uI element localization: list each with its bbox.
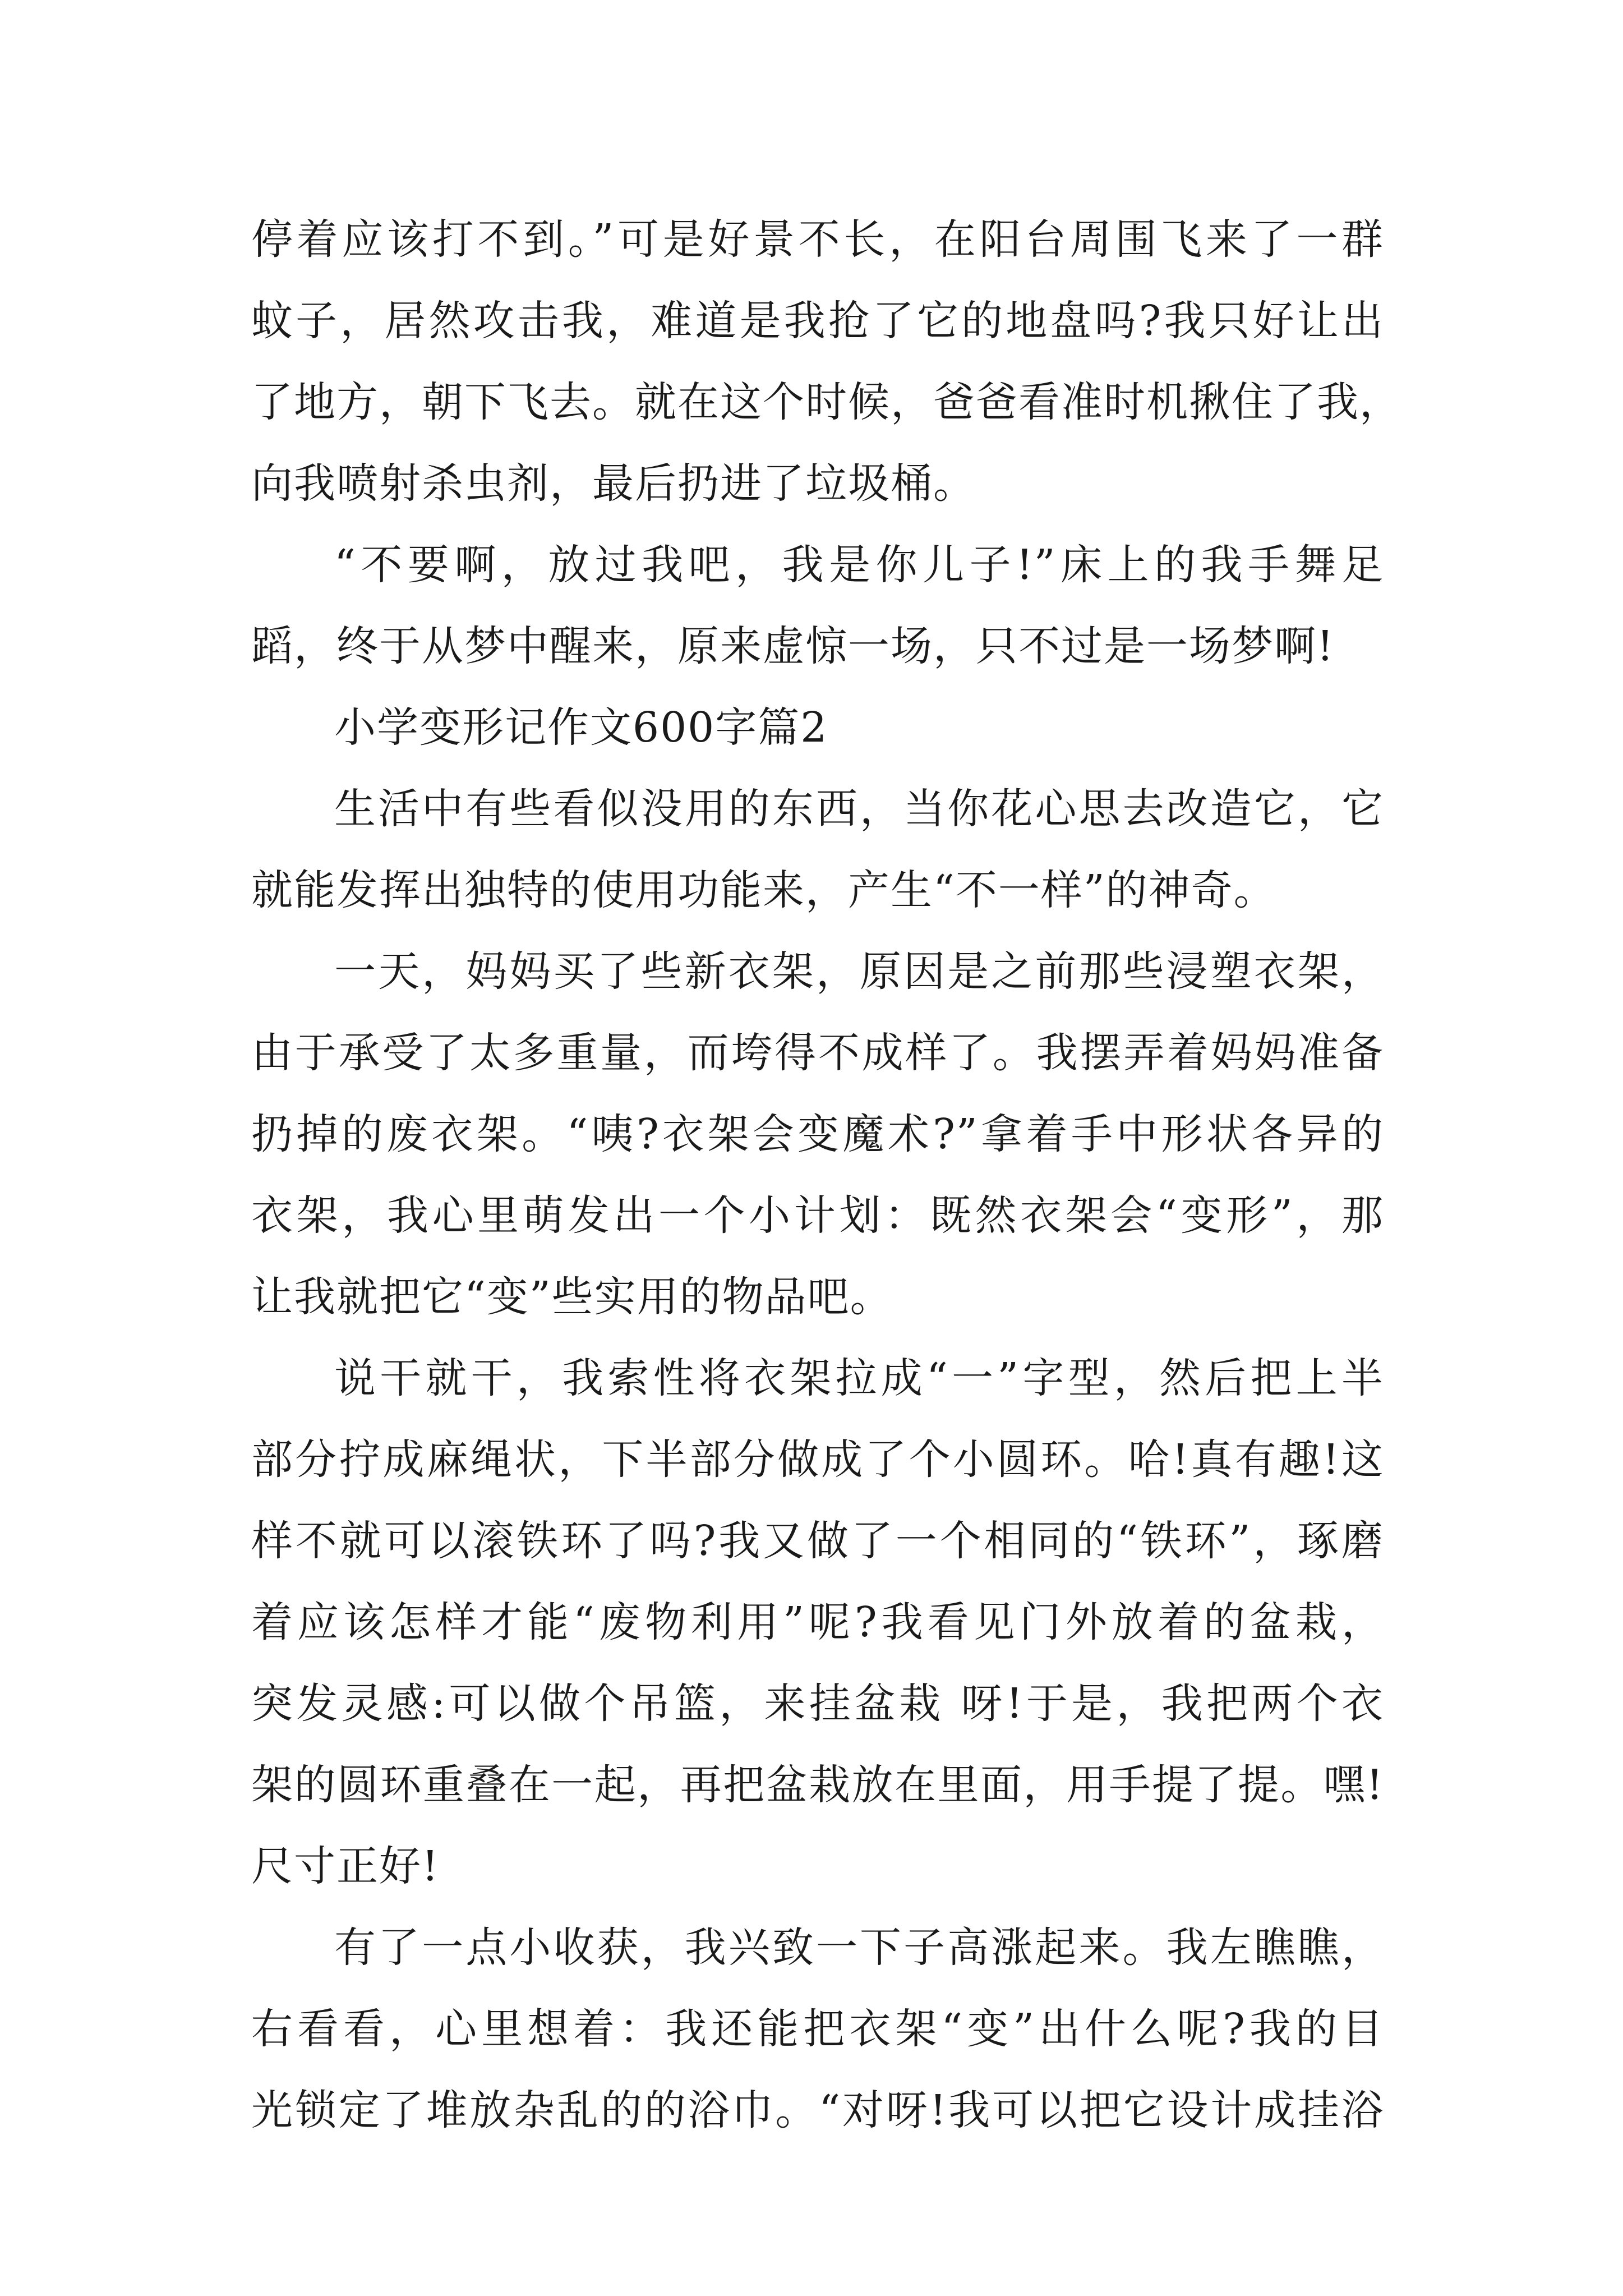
document-body [251,199,1402,2151]
text-line: 有了一点小收获，我兴致一下子高涨起来。我左瞧瞧， [334,1924,1384,1972]
text-line: 着应该怎样才能“废物利用”呢?我看见门外放着的盆栽， [251,1598,1384,1646]
text-line: 突发灵感:可以做个吊篮，来挂盆栽 呀!于是，我把两个衣 [251,1680,1384,1728]
text-line: 蹈，终于从梦中醒来，原来虚惊一场，只不过是一场梦啊! [251,622,1335,670]
text-line: 部分拧成麻绳状，下半部分做成了个小圆环。哈!真有趣!这 [251,1435,1384,1484]
text-line: 让我就把它“变”些实用的物品吧。 [251,1273,893,1321]
text-line: 了地方，朝下飞去。就在这个时候，爸爸看准时机揪住了我， [251,378,1402,426]
text-line: 说干就干，我索性将衣架拉成“一”字型，然后把上半 [334,1354,1384,1402]
text-line: 衣架，我心里萌发出一个小计划：既然衣架会“变形”，那 [251,1191,1384,1240]
text-line: 扔掉的废衣架。“咦?衣架会变魔术?”拿着手中形状各异的 [251,1110,1384,1158]
text-line: 向我喷射杀虫剂，最后扔进了垃圾桶。 [251,459,976,508]
text-line: “不要啊，放过我吧，我是你儿子!”床上的我手舞足 [334,541,1384,589]
text-line: 样不就可以滚铁环了吗?我又做了一个相同的“铁环”，琢磨 [251,1517,1384,1565]
text-line: 就能发挥出独特的使用功能来，产生“不一样”的神奇。 [251,866,1276,914]
text-line: 由于承受了太多重量，而垮得不成样了。我摆弄着妈妈准备 [251,1029,1384,1077]
text-line: 尺寸正好! [251,1842,440,1890]
text-line: 右看看，心里想着：我还能把衣架“变”出什么呢?我的目 [251,2005,1384,2053]
section-heading: 小学变形记作文600字篇2 [334,703,828,752]
text-line: 光锁定了堆放杂乱的的浴巾。“对呀!我可以把它设计成挂浴 [251,2086,1384,2134]
text-line: 蚊子，居然攻击我，难道是我抢了它的地盘吗?我只好让出 [251,297,1384,345]
text-line: 停着应该打不到。”可是好景不长，在阳台周围飞来了一群 [251,215,1384,264]
text-line: 生活中有些看似没用的东西，当你花心思去改造它，它 [334,785,1384,833]
text-line: 架的圆环重叠在一起，再把盆栽放在里面，用手提了提。嘿! [251,1761,1384,1809]
text-line: 一天，妈妈买了些新衣架，原因是之前那些浸塑衣架， [334,947,1384,996]
